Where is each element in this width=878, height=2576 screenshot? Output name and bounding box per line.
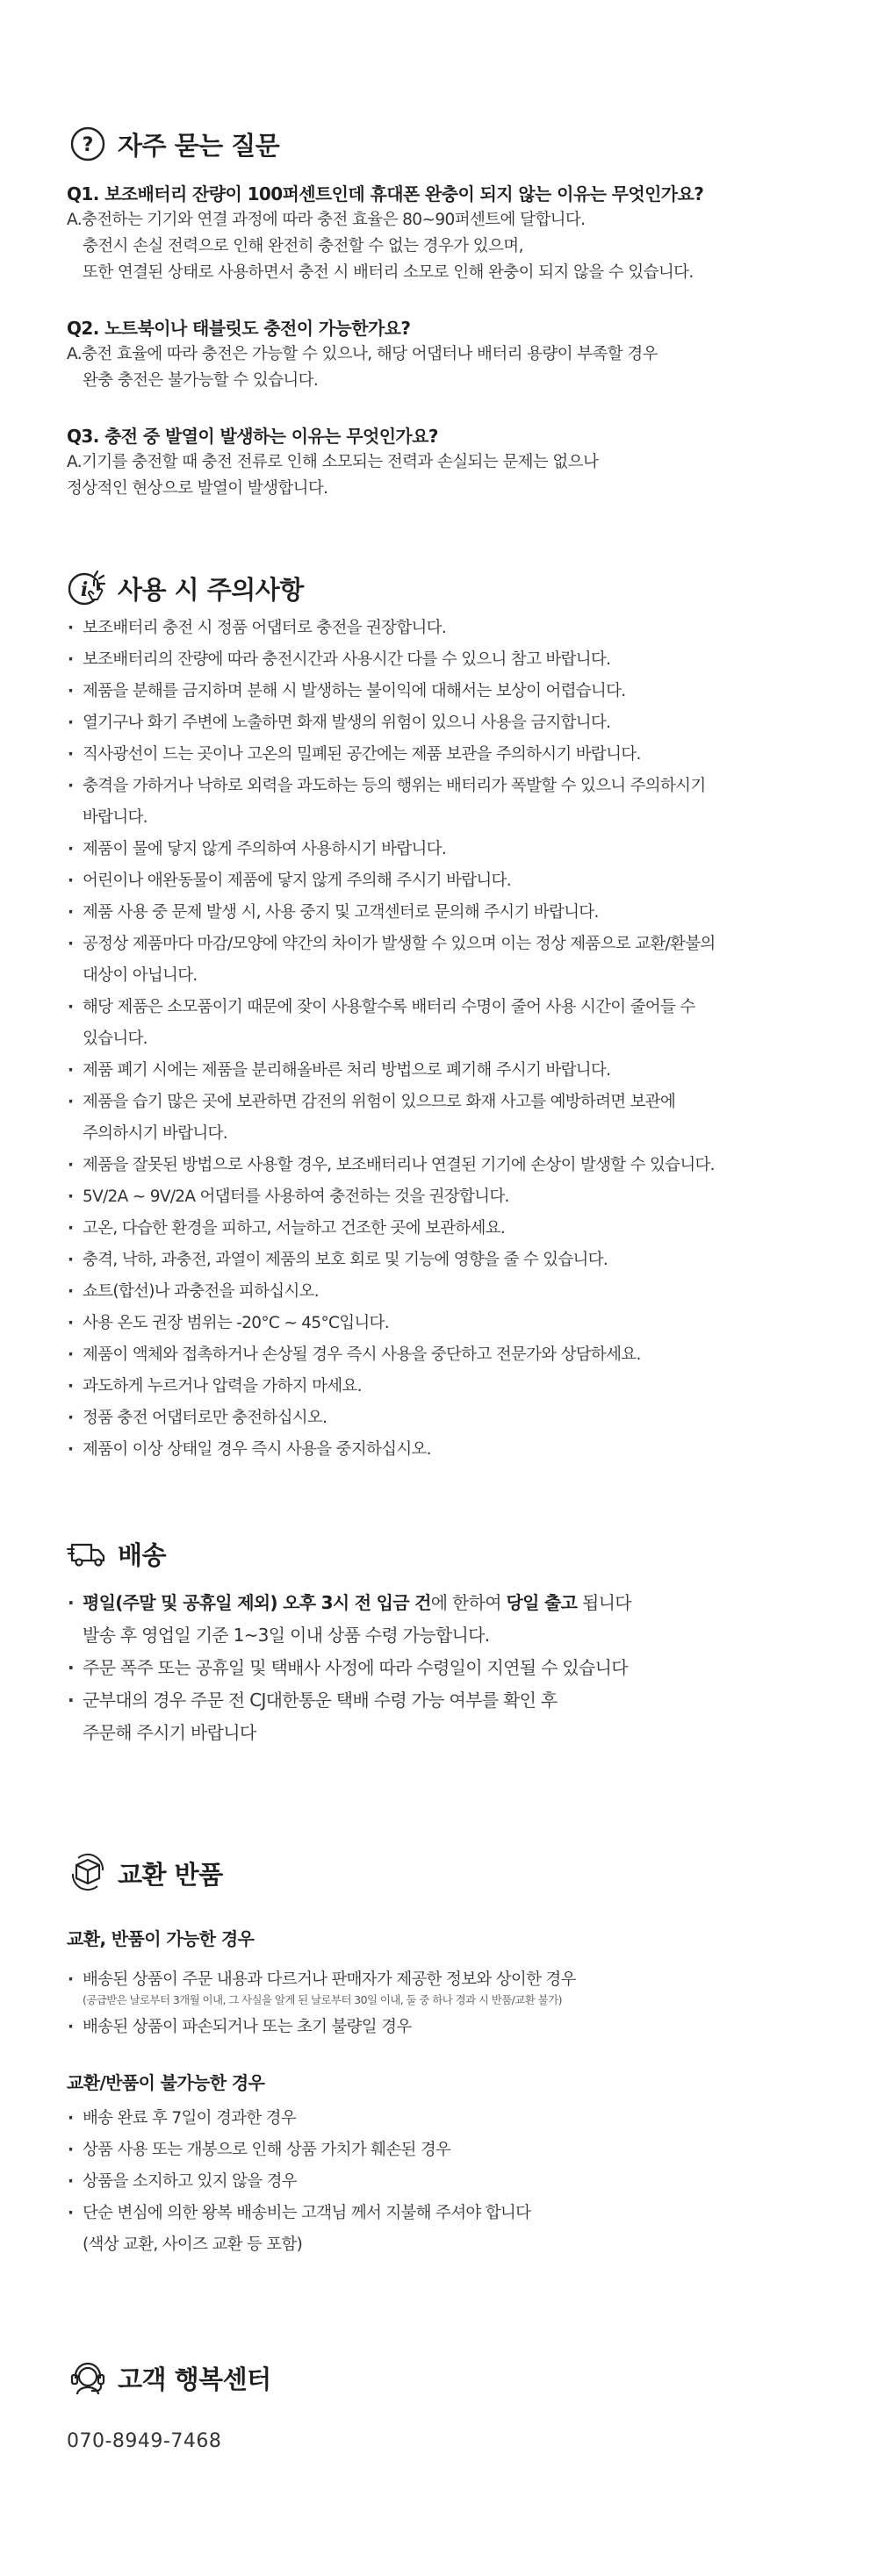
list-item-line: · 제품이 물에 닿지 않게 주의하여 사용하시기 바랍니다. — [83, 840, 447, 858]
faq-answer-line: A.충전 효율에 따라 충전은 가능할 수 있으나, 해당 어댑터나 배터리 용량이 부족할 경우 — [67, 345, 658, 363]
list-item-line: · 열기구나 화기 주변에 노출하면 화재 발생의 위험이 있으니 사용을 금지합니다. — [83, 714, 611, 732]
list-item — [67, 771, 822, 834]
list-item-line: · 직사광선이 드는 곳이나 고온의 밀폐된 공간에는 제품 보관을 주의하시기 바랍니다. — [83, 745, 641, 764]
faq-item — [67, 423, 822, 502]
shipping-text: 됩니다 — [577, 1592, 631, 1613]
list-item — [67, 929, 822, 992]
list-item-line: · 상품을 소지하고 있지 않을 경우 — [83, 2172, 297, 2191]
list-item — [67, 1245, 822, 1276]
list-item-line: · 해당 제품은 소모품이기 때문에 잦이 사용할수록 배터리 수명이 줄어 사용 시간이 줄어들 수 — [83, 998, 695, 1016]
shipping-section — [67, 1532, 822, 1749]
list-item-line: 바랍니다. — [83, 808, 148, 827]
faq-answer-line: 완충 충전은 불가능할 수 있습니다. — [83, 371, 319, 390]
faq-answer-line: 정상적인 현상으로 발열이 발생합니다. — [67, 479, 328, 498]
list-item-line: · 보조배터리 충전 시 정품 어댑터로 충전을 권장합니다. — [83, 619, 447, 637]
list-item — [67, 1055, 822, 1087]
shipping-text: 발송 후 영업일 기준 1~3일 이내 상품 수령 가능합니다. — [83, 1625, 490, 1646]
caution-header — [67, 567, 822, 609]
list-item — [67, 707, 822, 739]
question-circle-icon — [67, 123, 109, 165]
caution-section — [67, 567, 822, 1466]
faq-question: Q1. 보조배터리 잔량이 100퍼센트인데 휴대폰 완충이 되지 않는 이유는 무엇인가요? — [67, 183, 704, 205]
list-item — [67, 1181, 822, 1213]
faq-question: Q2. 노트북이나 태블릿도 충전이 가능한가요? — [67, 318, 411, 339]
list-item-line: · 정품 충전 어댑터로만 충전하십시오. — [83, 1409, 327, 1427]
shipping-highlight: 당일 출고 — [506, 1592, 578, 1613]
faq-header — [67, 123, 822, 165]
list-item-line: · 충격을 가하거나 낙하로 외력을 과도하는 등의 행위는 배터리가 폭발할 수 있으니 주의하시기 — [83, 777, 706, 795]
list-item-line: (색상 교환, 사이즈 교환 등 포함) — [83, 2235, 303, 2254]
list-item — [67, 2166, 822, 2198]
list-item-line: · 고온, 다습한 환경을 피하고, 서늘하고 건조한 곳에 보관하세요. — [83, 1219, 506, 1238]
faq-question: Q3. 충전 중 발열이 발생하는 이유는 무엇인가요? — [67, 426, 438, 447]
list-item-line: · 제품을 습기 많은 곳에 보관하면 감전의 위험이 있으므로 화재 사고를 예방하려면 보관에 — [83, 1093, 676, 1111]
faq-item — [67, 315, 822, 394]
list-item-line: · 공정상 제품마다 마감/모양에 약간의 차이가 발생할 수 있으며 이는 정상 제품으로 교환/환불의 — [83, 935, 716, 953]
list-item-line: · 사용 온도 권장 범위는 -20°C ~ 45°C입니다. — [83, 1314, 389, 1332]
list-item-line: 있습니다. — [83, 1030, 148, 1048]
list-item-line: 대상이 아닙니다. — [83, 966, 198, 985]
returns-title: 교환 반품 — [118, 1859, 223, 1890]
returns-note: (공급받은 날로부터 3개월 이내, 그 사실을 알게 된 날로부터 30일 이내, 둘 중 하나 경과 시 반품/교환 불가) — [83, 1993, 562, 2006]
shipping-header — [67, 1532, 822, 1575]
list-item — [67, 613, 822, 644]
list-item-line: · 제품이 이상 상태일 경우 즉시 사용을 중지하십시오. — [83, 1440, 431, 1459]
support-phone[interactable]: 070-8949-7468 — [67, 2430, 222, 2452]
list-item-line: 주의하시기 바랍니다. — [83, 1124, 227, 1143]
list-item — [67, 1371, 822, 1403]
info-touch-icon — [67, 567, 109, 609]
svg-text:i: i — [80, 578, 89, 601]
list-item — [67, 1308, 822, 1339]
returns-impossible-heading: 교환/반품이 불가능한 경우 — [67, 2072, 265, 2093]
shipping-highlight: 평일(주말 및 공휴일 제외) 오후 3시 전 입금 건 — [83, 1592, 431, 1613]
list-item — [67, 676, 822, 707]
headset-icon — [67, 2357, 109, 2399]
list-item — [67, 992, 822, 1055]
faq-answer — [67, 341, 822, 394]
list-item-line: · 제품을 잘못된 방법으로 사용할 경우, 보조배터리나 연결된 기기에 손상이 발생할 수 있습니다. — [83, 1156, 715, 1174]
faq-item — [67, 181, 822, 286]
list-item — [67, 1087, 822, 1150]
faq-answer-line: 충전시 손실 전력으로 인해 완전히 충전할 수 없는 경우가 있으며, — [83, 237, 523, 255]
list-item — [67, 2103, 822, 2135]
list-item — [67, 1587, 822, 1652]
faq-list — [67, 181, 822, 502]
returns-section — [67, 1852, 822, 2261]
faq-answer-line: 또한 연결된 상태로 사용하면서 충전 시 배터리 소모로 인해 완충이 되지 않을 수 있습니다. — [83, 263, 694, 282]
list-item-line: · 충격, 낙하, 과충전, 과열이 제품의 보호 회로 및 기능에 영향을 줄 수 있습니다. — [83, 1251, 608, 1269]
caution-list — [67, 613, 822, 1466]
support-title: 고객 행복센터 — [118, 2364, 271, 2394]
shipping-list — [67, 1587, 822, 1749]
list-item-line: · 제품이 액체와 접촉하거나 손상될 경우 즉시 사용을 중단하고 전문가와 상담하세요. — [83, 1345, 641, 1364]
returns-text: 배송된 상품이 주문 내용과 다르거나 판매자가 제공한 정보와 상이한 경우 — [83, 1970, 576, 1989]
list-item — [67, 2198, 822, 2261]
delivery-truck-icon — [67, 1532, 109, 1575]
return-box-icon — [67, 1852, 109, 1894]
returns-header — [67, 1852, 822, 1894]
list-item — [67, 739, 822, 771]
list-item: · 배송된 상품이 파손되거나 또는 초기 불량일 경우 — [67, 2012, 822, 2043]
svg-text:?: ? — [82, 134, 94, 156]
list-item-line: · 배송 완료 후 7일이 경과한 경우 — [83, 2109, 297, 2128]
list-item — [67, 644, 822, 676]
list-item-line: · 5V/2A ~ 9V/2A 어댑터를 사용하여 충전하는 것을 권장합니다. — [83, 1188, 509, 1206]
shipping-text: 주문해 주시기 바랍니다 — [83, 1722, 256, 1743]
shipping-title: 배송 — [118, 1539, 167, 1570]
list-item-line: · 어린이나 애완동물이 제품에 닿지 않게 주의해 주시기 바랍니다. — [83, 872, 511, 890]
list-item — [67, 1339, 822, 1371]
support-section — [67, 2357, 822, 2452]
faq-answer-line: A.기기를 충전할 때 충전 전류로 인해 소모되는 전력과 손실되는 문제는 없으나 — [67, 453, 599, 471]
list-item — [67, 865, 822, 897]
list-item — [67, 1403, 822, 1434]
list-item — [67, 834, 822, 865]
shipping-text: 에 한하여 — [430, 1592, 507, 1613]
returns-possible-heading: 교환, 반품이 가능한 경우 — [67, 1928, 255, 1949]
list-item-line: · 과도하게 누르거나 압력을 가하지 마세요. — [83, 1377, 362, 1396]
list-item — [67, 1684, 822, 1749]
list-item-line: · 보조배터리의 잔량에 따라 충전시간과 사용시간 다를 수 있으니 참고 바랍니다. — [83, 650, 611, 669]
faq-answer — [67, 449, 822, 502]
list-item — [67, 897, 822, 929]
list-item — [67, 1276, 822, 1308]
returns-impossible-list — [67, 2103, 822, 2261]
list-item-line: · 쇼트(합선)나 과충전을 피하십시오. — [83, 1282, 319, 1301]
returns-possible-list — [67, 1964, 822, 2043]
support-header — [67, 2357, 822, 2399]
faq-answer — [67, 207, 822, 286]
list-item — [67, 1964, 822, 2008]
list-item-line: · 단순 변심에 의한 왕복 배송비는 고객님 께서 지불해 주셔야 합니다 — [83, 2204, 531, 2222]
faq-section — [67, 123, 822, 531]
list-item-line: · 제품 사용 중 문제 발생 시, 사용 중지 및 고객센터로 문의해 주시기 바랍니다. — [83, 903, 599, 922]
list-item-line: · 제품을 분해를 금지하며 분해 시 발생하는 불이익에 대해서는 보상이 어렵습니다. — [83, 682, 626, 700]
list-item — [67, 1213, 822, 1245]
faq-answer-line: A.충전하는 기기와 연결 과정에 따라 충전 효율은 80~90퍼센트에 달합니다. — [67, 211, 586, 229]
list-item — [67, 2135, 822, 2166]
list-item — [67, 1434, 822, 1466]
caution-title: 사용 시 주의사항 — [118, 574, 304, 605]
shipping-text: · 군부대의 경우 주문 전 CJ대한통운 택배 수령 가능 여부를 확인 후 — [83, 1690, 558, 1711]
list-item — [67, 1150, 822, 1181]
faq-title: 자주 묻는 질문 — [118, 130, 280, 161]
list-item-line: · 제품 폐기 시에는 제품을 분리해올바른 처리 방법으로 폐기해 주시기 바랍니다. — [83, 1061, 611, 1080]
list-item: · 주문 폭주 또는 공휴일 및 택배사 사정에 따라 수령일이 지연될 수 있습니다 — [67, 1652, 822, 1684]
list-item-line: · 상품 사용 또는 개봉으로 인해 상품 가치가 훼손된 경우 — [83, 2141, 451, 2159]
